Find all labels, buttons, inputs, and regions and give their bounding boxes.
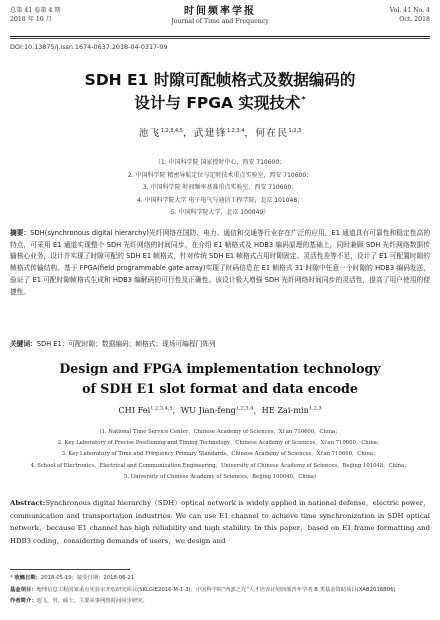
abstract-cn-label: 摘要： <box>10 229 31 237</box>
author-name: HE Zai-min <box>261 405 309 415</box>
author-name: 池飞 <box>138 128 161 139</box>
affiliations-cn <box>0 157 440 220</box>
affiliation-line: 4. 中国科学院大学 电子电气与通信工程学院，北京 101048； <box>136 196 304 204</box>
abstract-en-label: Abstract: <box>10 499 46 507</box>
author-affil-sup: 1,2,3,4,5 <box>160 127 183 134</box>
keywords-cn <box>10 338 430 348</box>
running-header <box>10 6 430 34</box>
footnote-label: 基金项目： <box>10 586 37 593</box>
header-date-cn: 2018 年 10 月 <box>10 16 52 23</box>
affiliation-line: (1. National Time Service Center，Chinese Academy of Sciences，Xi'an 710600，China； <box>99 429 341 435</box>
author-affil-sup: 1,2,3,4,5 <box>150 405 173 412</box>
author-name: CHI Fei <box>118 405 151 415</box>
paper-title-cn <box>0 70 440 113</box>
footnote-label: 作者简介： <box>10 598 37 604</box>
affiliation-line: （1. 中国科学院 国家授时中心，西安 710600； <box>154 159 286 166</box>
affiliation-line: 2. Key Laboratory of Precise Positioning and Timing Technology，Chinese Academy of Sciences，Xi'an 710600，China； <box>57 440 383 447</box>
title-cn-line1: SDH E1 时隙可配帧格式及数据编码的 <box>84 71 356 89</box>
author-name: 武建锋 <box>194 128 228 139</box>
title-cn-line2 <box>0 90 440 113</box>
abstract-cn-text: SDH(synchronous digital hierarchy)光纤网络在国防、电力、通信和交通等行业存在广泛的应用，E1 通道具有可靠性和稳定性高的特点，可采用 E1 通道实现整个 SDH 光纤网络的时间同步。在介绍 E1 帧格式及 HDB3 编码原理的基础上，同时兼顾 SDH 光纤网络数据传输核心业务，设计并实现了时隙可配的 SDH E1 帧格式，针对传统 SDH E1 帧格式占用时隙固定、灵活性差等不足，设计了 E1 可配置时隙的帧格式传输结构。基于 FPGA(field programmable gate array)实现了时码信息在 E1 帧格式 31 时隙中任意一个时隙的 HDB3 编码发送，验证了 E1 可配时隙帧格式生成和 HDB3 编解码的可行性及正确性。该设计极大增强 SDH 光纤网络时间同步的灵活性，提高了用户使用的便捷性。 <box>10 229 431 296</box>
footnote-received: * 收稿日期：2018-05-19；接受日期：2018-06-21 <box>10 575 135 581</box>
journal-name-cn: 时间频率学报 <box>184 6 256 17</box>
title-footnote-star: * <box>301 95 306 104</box>
author-name: WU Jian-feng <box>180 405 236 415</box>
header-journal <box>10 6 430 26</box>
author-name: 何在民 <box>255 128 289 139</box>
author-list-en <box>0 405 440 416</box>
footnotes <box>10 573 430 608</box>
title-cn-line2-text: 设计与 FPGA 实现技术 <box>134 94 301 113</box>
paper-title-en <box>0 359 440 399</box>
keywords-cn-text: SDH E1；可配时隙；数据编码；帧格式；现场可编程门阵列 <box>36 340 216 348</box>
footnote-rule <box>10 569 130 570</box>
doi-line: DOI:10.13875/j.issn.1674-0637.2018-04-0317-09 <box>10 43 168 51</box>
journal-name-en: Journal of Time and Frequency <box>171 18 269 25</box>
abstract-en-text: Synchronous digital hierarchy（SDH）optical network is widely applied in national defense，electric power，communication and transportation industries. We can use E1 channel to achieve time synchronization in SDH optical network，because E1 channel has high reliability and high stability. In this paper，based on E1 frame formatting and HDB3 coding，considering demands of users，we design and <box>10 499 430 545</box>
author-affil-sup: 1,2,3 <box>308 405 322 412</box>
author-separator: ， <box>182 128 194 139</box>
affiliation-line: 4. School of Electronics，Electrical and Communication Engineering，University of Chinese Academy of Sciences，Beijing 101048，China； <box>30 462 410 469</box>
footnote-text: 地理信息工程国家重点实验室开放研究项目(SKLGIE2016-M-1-3)；中国科学院“西部之光”人才培养计划西部青年学者 B 类基金资助项目(XAB2016B06) <box>36 586 396 593</box>
author-affil-sup: 1,2,3,4 <box>235 405 254 412</box>
affiliation-line: 5. University of Chinese Academy of Sciences，Beijing 100049，China) <box>123 473 317 480</box>
author-separator: ， <box>244 128 256 139</box>
header-issue-en <box>390 6 430 24</box>
keywords-cn-label: 关键词： <box>10 340 37 348</box>
header-rule <box>10 36 430 37</box>
author-separator: ， <box>172 405 181 415</box>
affiliation-line: 3. 中国科学院 时间频率基准重点实验室，西安 710600； <box>142 184 298 191</box>
abstract-cn <box>10 228 430 298</box>
header-volume-cn: 总第 41 卷第 4 期 <box>10 7 61 14</box>
affiliations-en <box>10 427 430 483</box>
author-affil-sup: 1,2,3,4 <box>227 127 245 134</box>
abstract-en <box>10 497 430 547</box>
footnote-text: 2018-05-19；接受日期：2018-06-21 <box>40 575 135 581</box>
footnote-funding <box>10 585 430 597</box>
author-affil-sup: 1,2,3 <box>288 127 302 134</box>
title-en-line1: Design and FPGA implementation technology <box>59 361 381 376</box>
author-separator: ， <box>253 405 262 415</box>
footnote-label: 收稿日期： <box>14 575 41 581</box>
affiliation-line: 2. 中国科学院 精密导航定位与定时技术重点实验室，西安 710600； <box>127 171 313 179</box>
affiliation-line: 3. Key Laboratory of Time and Frequency Primary Standards，Chinese Academy of Sciences，Xi'an 710600，China； <box>61 451 379 458</box>
header-date-en: Oct. 2018 <box>399 16 430 23</box>
author-list-cn <box>0 125 440 139</box>
header-volume-en: Vol. 41 No. 4 <box>389 7 430 14</box>
affiliation-line: 5. 中国科学院大学，北京 100049） <box>170 209 270 216</box>
footnote-text: 池飞，男，硕士，主要从事网络时间同步研究。 <box>36 598 148 604</box>
footnote-author-bio <box>10 596 430 608</box>
header-rule-thin <box>10 38 430 39</box>
title-en-line2: of SDH E1 slot format and data encode <box>82 381 358 396</box>
